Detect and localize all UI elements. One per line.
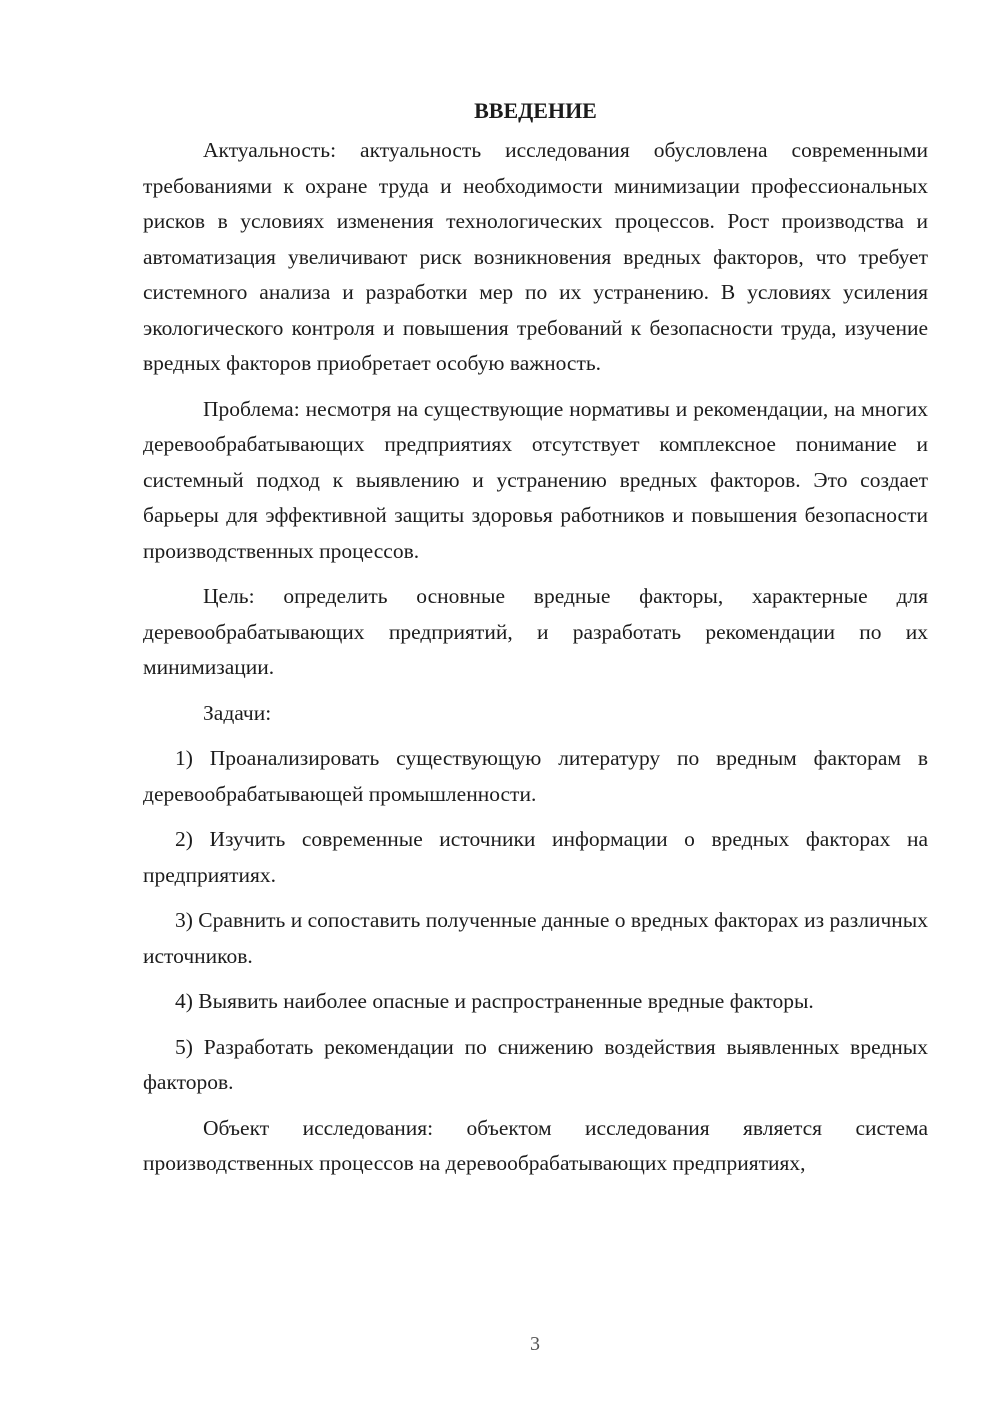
task-item: 5) Разработать рекомендации по снижению воздействия выявленных вредных факторов. — [143, 1034, 928, 1094]
document-page — [143, 97, 928, 1182]
task-item: 3) Сравнить и сопоставить полученные данные о вредных факторах из различных источников. — [143, 908, 928, 968]
problem-paragraph: Проблема: несмотря на существующие нормативы и рекомендации, на многих деревообрабатывающих предприятиях отсутствует комплексное понимание и системный подход к выявлению и устранению вредных факторов. Это создает барьеры для эффективной защиты здоровья работников и повышения безопасности производственных процессов. — [143, 396, 928, 563]
section-heading: ВВЕДЕНИЕ — [474, 98, 597, 123]
relevance-paragraph: Актуальность: актуальность исследования обусловлена современными требованиями к охране труда и необходимости минимизации профессиональных рисков в условиях изменения технологических процессов. Рост производства и автоматизация увеличивают риск возникновения вредных факторов, что требует системного анализа и разработки мер по их устранению. В условиях усиления экологического контроля и повышения требований к безопасности труда, изучение вредных факторов приобретает особую важность. — [143, 138, 928, 375]
goal-paragraph: Цель: определить основные вредные факторы, характерные для деревообрабатывающих предприятий, и разработать рекомендации по их минимизации. — [143, 584, 928, 679]
page-number: 3 — [530, 1333, 540, 1355]
task-item: 1) Проанализировать существующую литературу по вредным факторам в деревообрабатывающей промышленности. — [143, 746, 928, 806]
object-paragraph: Объект исследования: объектом исследования является система производственных процессов на деревообрабатывающих предприятиях, — [143, 1115, 928, 1175]
task-item: 2) Изучить современные источники информации о вредных факторах на предприятиях. — [143, 827, 928, 887]
task-list — [143, 741, 928, 1101]
task-item: 4) Выявить наиболее опасные и распространенные вредные факторы. — [175, 989, 814, 1013]
tasks-label: Задачи: — [203, 700, 272, 725]
